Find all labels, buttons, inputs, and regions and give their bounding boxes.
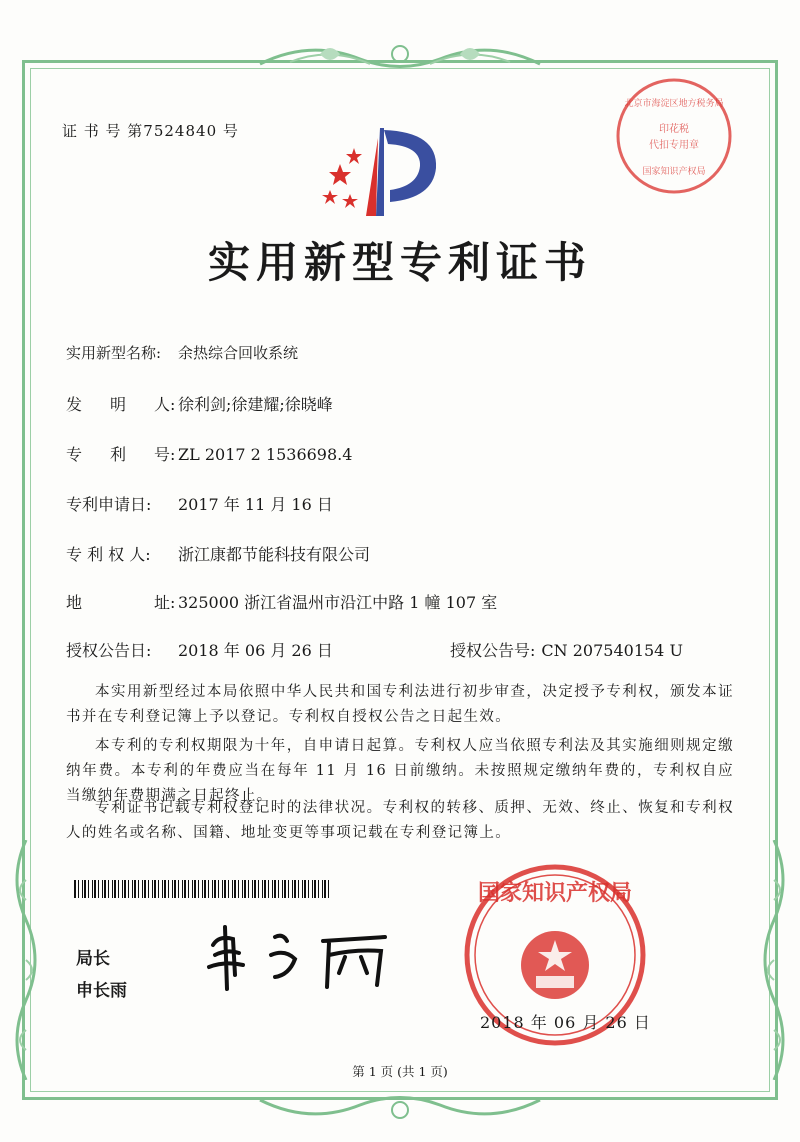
left-ornament — [8, 840, 44, 1080]
right-ornament — [756, 840, 792, 1080]
patent-number-row: 专 利 号 : ZL 2017 2 1536698.4 — [66, 442, 352, 465]
utility-model-name-row — [66, 342, 298, 363]
certificate-number: 证 书 号 第7524840 号 — [62, 122, 239, 140]
svg-text:国家知识产权局: 国家知识产权局 — [477, 880, 633, 906]
inventor-row: 发 明 人 : 徐利剑;徐建耀;徐晓峰 — [66, 392, 333, 415]
svg-text:国家知识产权局: 国家知识产权局 — [642, 167, 706, 177]
paragraph-examination: 本实用新型经过本局依照中华人民共和国专利法进行初步审查，决定授予专利权，颁发本证书并在专利登记簿上予以登记。专利权自授权公告之日起生效。 — [66, 684, 734, 725]
barcode — [74, 880, 332, 898]
patentee-value: 浙江康都节能科技有限公司 — [178, 545, 371, 564]
tax-stamp-seal — [612, 74, 736, 198]
patentee-label: 专 利 权 人: — [66, 545, 151, 564]
inventor-value: 徐利剑;徐建耀;徐晓峰 — [178, 395, 333, 414]
svg-text:印花税: 印花税 — [659, 124, 689, 135]
paragraph-legal-status: 专利证书记载专利权登记时的法律状况。专利权的转移、质押、无效、终止、恢复和专利权人的姓名或名称、国籍、地址变更等事项记载在专利登记簿上。 — [66, 800, 734, 841]
patent-office-emblem-icon — [318, 118, 448, 218]
filing-date-row — [66, 492, 333, 515]
patentee-row — [66, 542, 370, 565]
grant-number-label: 授权公告号: — [450, 641, 536, 660]
page-footer: 第 1 页 (共 1 页) — [352, 1064, 448, 1079]
filing-date-value: 2017 年 11 月 16 日 — [178, 495, 333, 514]
address-label: 地 址 — [66, 593, 170, 612]
grant-date-row — [66, 638, 333, 661]
svg-text:代扣专用章: 代扣专用章 — [649, 140, 699, 151]
address-row: 地 址 : 325000 浙江省温州市沿江中路 1 幢 107 室 — [66, 590, 497, 613]
grant-number-row — [450, 638, 683, 661]
director-name: 申长雨 — [76, 981, 127, 1001]
filing-date-label: 专利申请日: — [66, 495, 152, 514]
paragraph-term: 本专利的专利权期限为十年，自申请日起算。专利权人应当依照专利法及其实施细则规定缴纳年费。本专利的年费应当在每年 11 月 16 日前缴纳。未按照规定缴纳年费的，专利权自应当缴纳年费期满之日起终止。 — [66, 738, 734, 804]
director-signature — [205, 915, 405, 995]
top-ornament — [250, 34, 550, 74]
inventor-label: 发 明 人 — [66, 395, 170, 414]
bottom-ornament — [250, 1090, 550, 1130]
name-label: 实用新型名称: — [66, 344, 162, 362]
patent-number-label: 专 利 号 — [66, 445, 170, 464]
grant-date-label: 授权公告日: — [66, 641, 152, 660]
director-title: 局长 — [76, 949, 110, 969]
grant-number-value: CN 207540154 U — [541, 641, 683, 660]
seal-date: 2018 年 06 月 26 日 — [480, 1013, 651, 1032]
name-value: 余热综合回收系统 — [178, 344, 299, 362]
grant-date-value: 2018 年 06 月 26 日 — [178, 641, 333, 660]
svg-text:北京市海淀区地方税务局: 北京市海淀区地方税务局 — [624, 99, 724, 109]
address-value: 325000 浙江省温州市沿江中路 1 幢 107 室 — [178, 593, 498, 612]
patent-number-value: ZL 2017 2 1536698.4 — [178, 445, 353, 464]
certificate-title: 实用新型专利证书 — [207, 238, 592, 287]
